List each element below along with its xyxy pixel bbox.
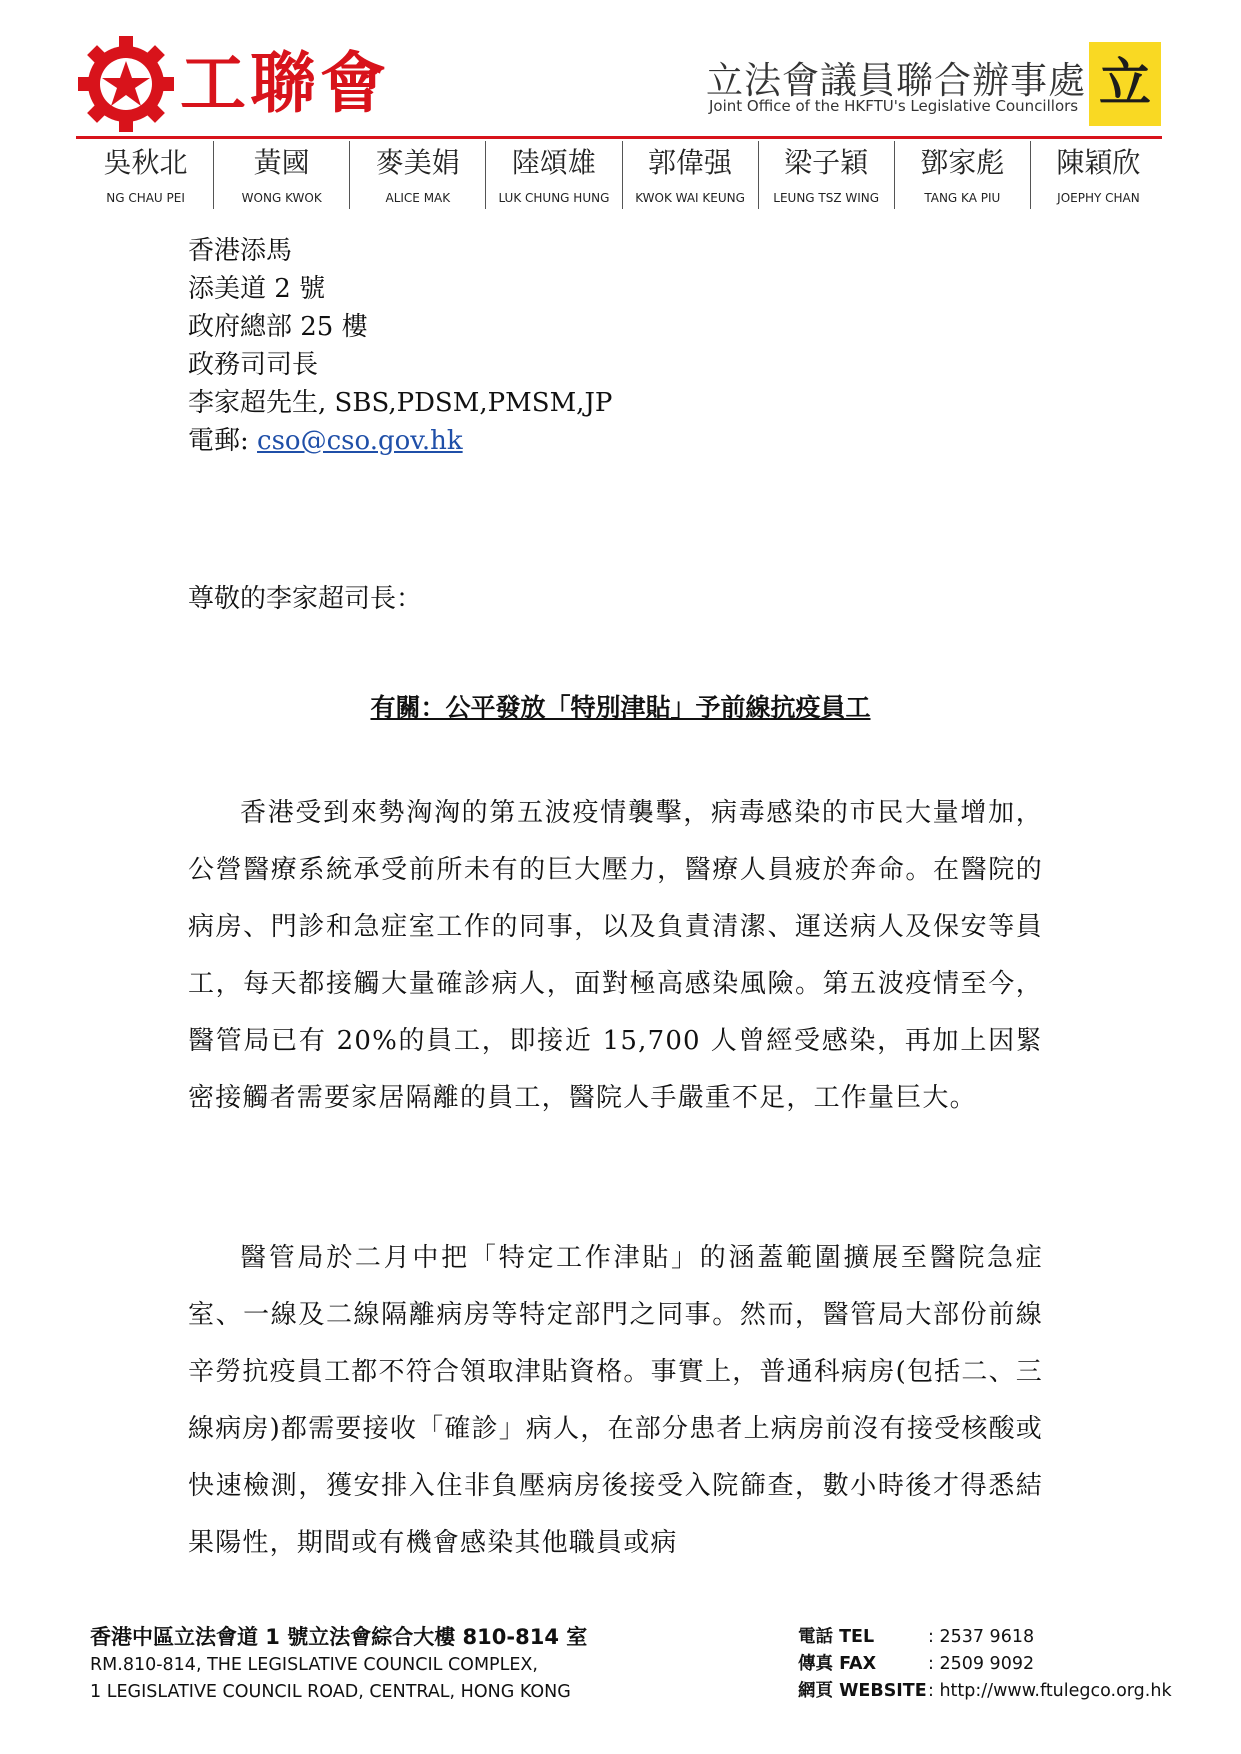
footer-tel-row (798, 1624, 1035, 1651)
councillor-name-zh: 黃國 (253, 146, 310, 179)
subject-text: 有關：公平發放「特別津貼」予前線抗疫員工 (370, 693, 871, 722)
footer-address-en-line1: RM.810-814, THE LEGISLATIVE COUNCIL COMPLEX, (90, 1655, 538, 1675)
office-name-en: Joint Office of the HKFTU's Legislative Councillors (709, 97, 1079, 115)
office-name-zh: 立法會議員聯合辦事處 (706, 59, 1086, 102)
councillor-name-en: LUK CHUNG HUNG (498, 191, 610, 205)
recipient-name: 李家超先生, SBS,PDSM,PMSM,JP (188, 388, 613, 418)
header-divider (76, 136, 1162, 139)
email-label: 電郵: (188, 426, 258, 456)
letter-subject (0, 690, 1241, 726)
address-line: 香港添馬 (188, 236, 293, 266)
councillor-item (894, 141, 1030, 209)
email-link[interactable]: cso@cso.gov.hk (257, 426, 463, 456)
tel-label: 電話 TEL (798, 1627, 875, 1647)
office-badge-char: 立 (1098, 53, 1151, 114)
gear-star-emblem-icon (76, 34, 176, 134)
address-line: 政務司司長 (188, 350, 319, 380)
councillor-item (622, 141, 758, 209)
councillor-item (485, 141, 621, 209)
councillor-name-en: WONG KWOK (241, 191, 322, 205)
footer-address-zh: 香港中區立法會道 1 號立法會綜合大樓 810-814 室 (90, 1625, 588, 1649)
recipient-address (188, 232, 612, 460)
councillor-item (78, 141, 213, 209)
address-line: 政府總部 25 樓 (188, 312, 368, 342)
councillor-name-zh: 陳穎欣 (1056, 146, 1141, 179)
recipient-email-line (188, 422, 612, 460)
footer-contact (798, 1624, 1172, 1705)
councillor-name-zh: 吳秋北 (103, 146, 188, 179)
councillor-name-zh: 陸頌雄 (511, 146, 596, 179)
councillor-name-zh: 郭偉强 (648, 146, 733, 179)
councillor-name-zh: 麥美娟 (375, 146, 460, 179)
footer-address (90, 1622, 587, 1706)
councillor-name-en: NG CHAU PEI (106, 191, 185, 205)
councillor-name-en: JOEPHY CHAN (1057, 191, 1140, 205)
logo-wordmark: 工聯會 (180, 45, 390, 122)
fax-label: 傳真 FAX (798, 1654, 877, 1674)
fax-value: : 2509 9092 (928, 1654, 1035, 1674)
footer-address-en-line2: 1 LEGISLATIVE COUNCIL ROAD, CENTRAL, HONG KONG (90, 1682, 571, 1702)
councillor-name-en: ALICE MAK (385, 191, 451, 205)
councillor-list (78, 141, 1166, 209)
tel-value: : 2537 9618 (928, 1627, 1035, 1647)
councillor-name-en: KWOK WAI KEUNG (635, 191, 745, 205)
councillor-item (1030, 141, 1166, 209)
hkftu-logo (76, 34, 390, 134)
councillor-item (213, 141, 349, 209)
footer-fax-row (798, 1651, 1035, 1678)
salutation: 尊敬的李家超司長： (188, 584, 423, 614)
councillor-name-en: TANG KA PIU (924, 191, 1001, 205)
web-link[interactable]: : http://www.ftulegco.org.hk (928, 1681, 1172, 1701)
address-line: 添美道 2 號 (188, 274, 326, 304)
councillor-item (349, 141, 485, 209)
footer-web-row (798, 1678, 1172, 1705)
councillor-name-zh: 梁子穎 (784, 146, 869, 179)
councillor-item (758, 141, 894, 209)
body-paragraph: 香港受到來勢洶洶的第五波疫情襲擊，病毒感染的市民大量增加，公營醫療系統承受前所未有的巨大壓力，醫療人員疲於奔命。在醫院的病房、門診和急症室工作的同事，以及負責清潔、運送病人及保安等員工，每天都接觸大量確診病人，面對極高感染風險。第五波疫情至今，醫管局已有 20%的員工，即接近 15,700 人曾經受感染，再加上因緊密接觸者需要家居隔離的員工，醫院人手嚴重不足，工作量巨大。 (188, 798, 1043, 1113)
councillor-name-en: LEUNG TSZ WING (773, 191, 880, 205)
councillor-name-zh: 鄧家彪 (920, 146, 1005, 179)
office-badge-logo (1089, 42, 1161, 126)
web-label: 網頁 WEBSITE (798, 1681, 927, 1701)
body-paragraph: 醫管局於二月中把「特定工作津貼」的涵蓋範圍擴展至醫院急症室、一線及二線隔離病房等特定部門之同事。然而，醫管局大部份前線辛勞抗疫員工都不符合領取津貼資格。事實上，普通科病房(包括二、三線病房)都需要接收「確診」病人，在部分患者上病房前沒有接受核酸或快速檢測，獲安排入住非負壓病房後接受入院篩查，數小時後才得悉結果陽性，期間或有機會感染其他職員或病 (188, 1243, 1043, 1558)
